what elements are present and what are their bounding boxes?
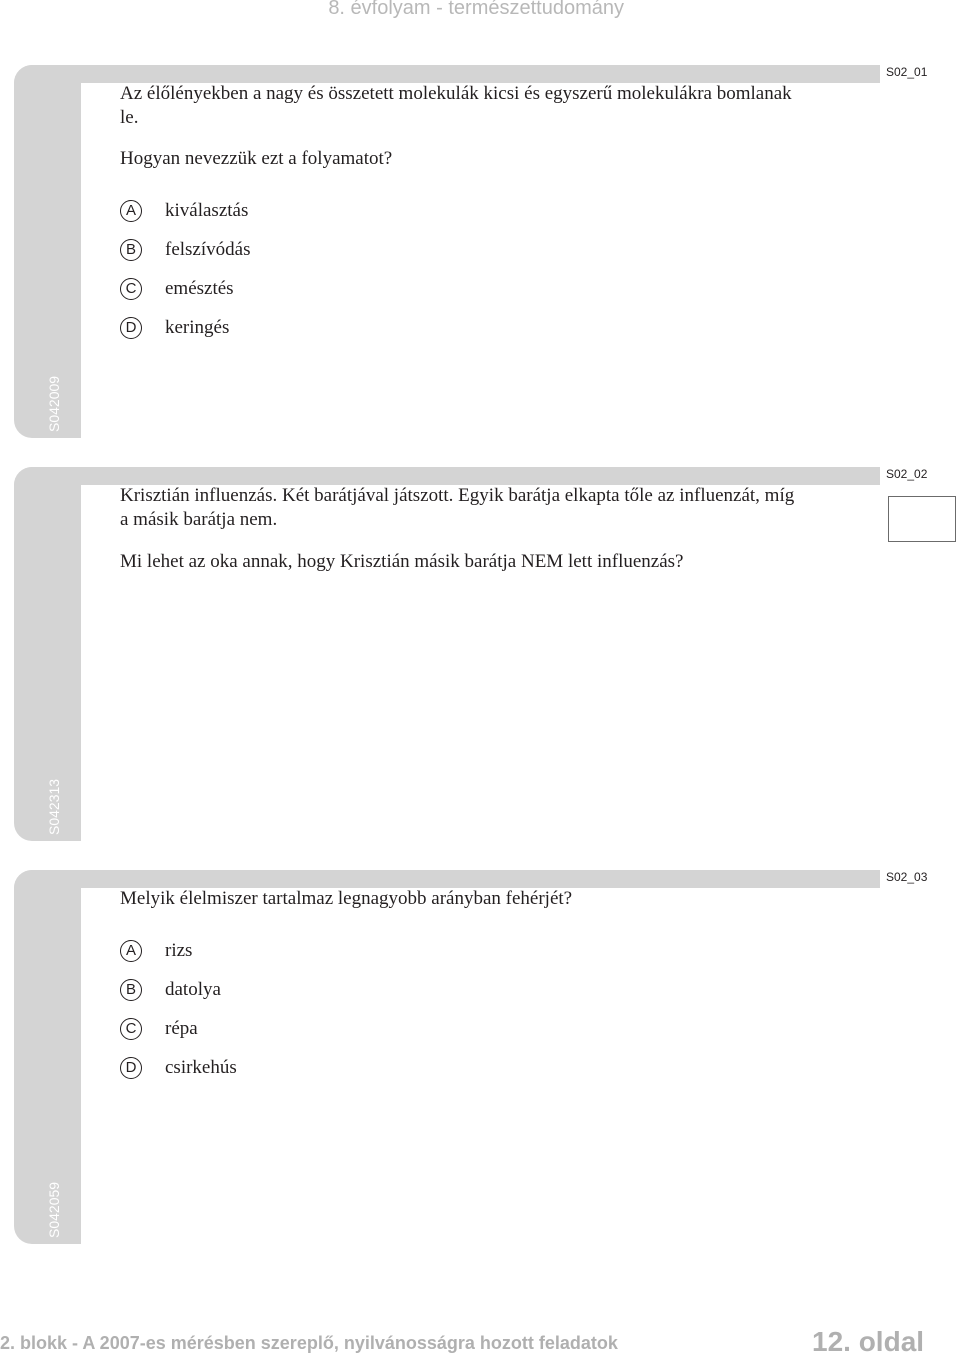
option-text: emésztés	[165, 278, 234, 299]
option-letter: C	[120, 1018, 142, 1040]
question-text: Melyik élelmiszer tartalmaz legnagyobb arányban fehérjét?	[120, 888, 573, 909]
option-text: datolya	[165, 979, 221, 1000]
question-prompt: Mi lehet az oka annak, hogy Krisztián másik barátja NEM lett influenzás?	[120, 551, 684, 572]
task-code: S042009	[46, 375, 62, 432]
page-number: 12. oldal	[812, 1326, 925, 1357]
task-side-bar	[14, 870, 81, 1244]
option-letter: C	[120, 278, 142, 300]
option-text: felszívódás	[165, 239, 251, 260]
option-text: csirkehús	[165, 1057, 237, 1078]
question-text: Krisztián influenzás. Két barátjával játszott. Egyik barátja elkapta tőle az influenzát, míg a másik barátja nem.	[120, 485, 795, 530]
task-top-bar	[14, 65, 880, 83]
option-text: kiválasztás	[165, 200, 249, 221]
task-id: S02_02	[886, 467, 928, 481]
page-header: 8. évfolyam - természettudomány	[328, 0, 624, 19]
task-code: S042313	[46, 778, 62, 835]
footer-block-text: 2. blokk - A 2007-es mérésben szereplő, nyilvánosságra hozott feladatok	[0, 1333, 618, 1353]
option-letter: A	[120, 940, 142, 962]
task-id: S02_01	[886, 65, 928, 79]
option-letter: B	[120, 239, 142, 261]
task-code: S042059	[46, 1181, 62, 1238]
task-id: S02_03	[886, 870, 928, 884]
option-text: keringés	[165, 317, 230, 338]
task-s02-03	[14, 870, 960, 1244]
option-letter: D	[120, 1057, 142, 1079]
option-letter: A	[120, 200, 142, 222]
task-side-bar	[14, 65, 81, 438]
task-side-bar	[14, 467, 81, 841]
question-text: Az élőlényekben a nagy és összetett molekulák kicsi és egyszerű molekulákra bomlanak le.	[120, 83, 792, 128]
task-top-bar	[14, 870, 880, 888]
score-box	[888, 496, 956, 542]
task-top-bar	[14, 467, 880, 485]
option-letter: D	[120, 317, 142, 339]
option-letter: B	[120, 979, 142, 1001]
option-text: répa	[165, 1018, 198, 1039]
option-text: rizs	[165, 940, 193, 961]
question-prompt: Hogyan nevezzük ezt a folyamatot?	[120, 148, 393, 169]
